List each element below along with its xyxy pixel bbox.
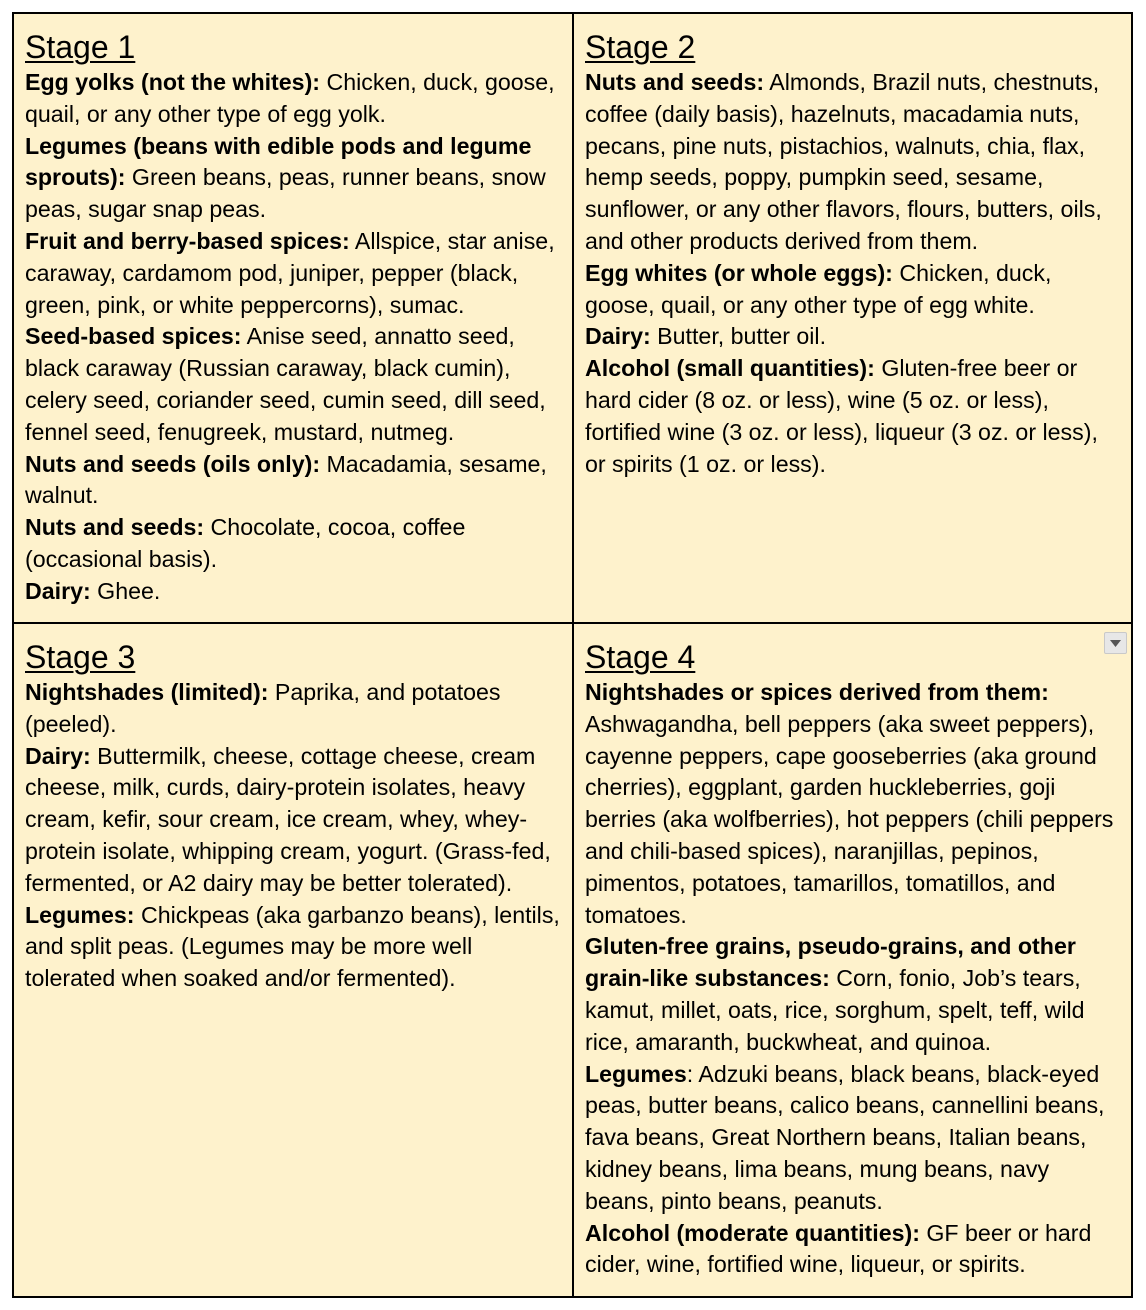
stage-2-entry — [585, 258, 1121, 322]
stage-1-entry — [25, 226, 562, 321]
entry-text: Macadamia, sesame, walnut. — [25, 450, 547, 509]
entry-label: Nuts and seeds: — [25, 514, 205, 541]
entry-label: Nuts and seeds: — [585, 69, 765, 95]
entry-text: Green beans, peas, runner beans, snow peas, sugar snap peas. — [25, 164, 546, 223]
entry-label: Seed-based spices: — [25, 323, 242, 350]
stages-table — [12, 12, 1133, 1298]
triangle-down-icon — [1110, 640, 1121, 647]
entry-label: Dairy: — [25, 742, 91, 769]
entry-text: GF beer or hard cider, wine, fortified wine, liqueur, or spirits. — [585, 1219, 1092, 1278]
entry-text: Paprika, and potatoes (peeled). — [25, 679, 501, 737]
stage-4-entry — [585, 1059, 1121, 1218]
entry-label: Legumes (beans with edible pods and legume sprouts): — [25, 132, 532, 191]
entry-label: Dairy: — [585, 323, 651, 350]
entry-label: Nuts and seeds (oils only): — [25, 450, 321, 477]
entry-label: Fruit and berry-based spices: — [25, 227, 350, 254]
stage-2-entry — [585, 321, 1121, 353]
entry-label: Gluten-free grains, pseudo-grains, and other grain-like substances: — [585, 933, 1076, 992]
stage-4-entry — [585, 931, 1121, 1058]
entry-label: Egg yolks (not the whites): — [25, 69, 321, 95]
stage-4-entry — [585, 677, 1121, 931]
entry-text: Corn, fonio, Job’s tears, kamut, millet, oats, rice, sorghum, spelt, teff, wild rice, amaranth, buckwheat, and quinoa. — [585, 965, 1085, 1055]
stage-2-entry — [585, 353, 1121, 480]
entry-text: Buttermilk, cheese, cottage cheese, cream cheese, milk, curds, dairy-protein isolates, heavy cream, kefir, sour cream, ice cream, whey, whey-protein isolate, whipping cream, yogurt. (Grass-fed, fermented, or A2 dairy may be better tolerated). — [25, 742, 551, 896]
entry-label: Legumes — [585, 1060, 687, 1087]
stage-1-title: Stage 1 — [25, 29, 136, 65]
entry-text: Ghee. — [90, 577, 161, 604]
stage-2-cell — [574, 14, 1131, 624]
entry-label: Alcohol (moderate quantities): — [585, 1219, 920, 1246]
entry-text: Anise seed, annatto seed, black caraway (Russian caraway, black cumin), celery seed, coriander seed, cumin seed, dill seed, fennel seed, fenugreek, mustard, nutmeg. — [25, 323, 546, 445]
stage-3-entry — [25, 900, 562, 995]
entry-label: Nightshades (limited): — [25, 679, 269, 705]
stage-1-entry — [25, 576, 562, 608]
stage-1-cell — [14, 14, 574, 624]
stage-3-title: Stage 3 — [25, 639, 136, 675]
entry-text: : Adzuki beans, black beans, black-eyed peas, butter beans, calico beans, cannellini beans, fava beans, Great Northern beans, Italian beans, kidney beans, lima beans, mung beans, navy beans, pinto beans, peanuts. — [585, 1060, 1105, 1214]
entry-text: Gluten-free beer or hard cider (8 oz. or less), wine (5 oz. or less), fortified wine (3 oz. or less), liqueur (3 oz. or less), or spirits (1 oz. or less). — [585, 355, 1098, 477]
stage-3-entry — [25, 677, 562, 741]
stage-3-entry — [25, 741, 562, 900]
entry-text: Ashwagandha, bell peppers (aka sweet peppers), cayenne peppers, cape gooseberries (aka ground cherries), eggplant, garden huckleberries, goji berries (aka wolfberries), hot peppers (chili peppers and chili-based spices), naranjillas, pepinos, pimentos, potatoes, tamarillos, tomatillos, and tomatoes. — [585, 710, 1114, 928]
stage-1-entry — [25, 67, 562, 131]
entry-text: Chickpeas (aka garbanzo beans), lentils, and split peas. (Legumes may be more well tolerated when soaked and/or fermented). — [25, 901, 560, 992]
stage-4-cell — [574, 624, 1131, 1296]
entry-text: Chocolate, cocoa, coffee (occasional basis). — [25, 514, 466, 572]
entry-label: Alcohol (small quantities): — [585, 355, 875, 382]
stage-3-cell — [14, 624, 574, 1296]
entry-label: Legumes: — [25, 901, 135, 928]
stage-2-title: Stage 2 — [585, 29, 696, 65]
entry-text: Chicken, duck, goose, quail, or any other type of egg white. — [585, 259, 1052, 318]
stage-4-title: Stage 4 — [585, 639, 696, 675]
cell-dropdown-button[interactable] — [1104, 632, 1127, 654]
stage-1-entry — [25, 449, 562, 513]
stage-2-entry — [585, 67, 1121, 258]
stage-1-entry — [25, 321, 562, 448]
entry-label: Nightshades or spices derived from them: — [585, 679, 1049, 705]
entry-text: Allspice, star anise, caraway, cardamom pod, juniper, pepper (black, green, pink, or white peppercorns), sumac. — [25, 227, 555, 318]
entry-text: Almonds, Brazil nuts, chestnuts, coffee (daily basis), hazelnuts, macadamia nuts, pecans, pine nuts, pistachios, walnuts, chia, flax, hemp seeds, poppy, pumpkin seed, sesame, sunflower, or any other flavors, flours, butters, oils, and other products derived from them. — [585, 69, 1102, 254]
stage-1-entry — [25, 512, 562, 576]
entry-text: Butter, butter oil. — [650, 323, 827, 350]
stage-1-entry — [25, 131, 562, 226]
entry-label: Dairy: — [25, 577, 91, 604]
entry-text: Chicken, duck, goose, quail, or any other type of egg yolk. — [25, 69, 555, 127]
entry-label: Egg whites (or whole eggs): — [585, 259, 893, 286]
stage-4-entry — [585, 1218, 1121, 1282]
